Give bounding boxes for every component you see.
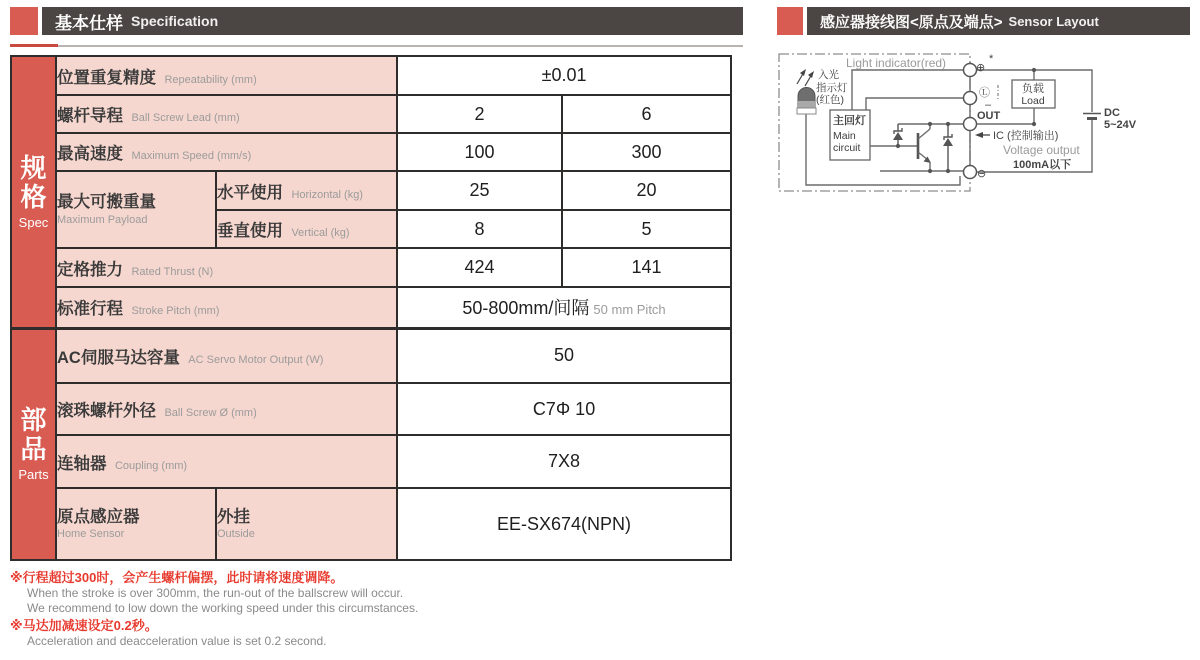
ic-arrow (975, 132, 990, 138)
table-row (11, 133, 731, 171)
label-zh: 原点感应器 (57, 507, 140, 526)
table-row (11, 435, 731, 488)
table-row (11, 287, 731, 328)
terminal-minus (964, 166, 977, 179)
voltage-output-label: Voltage output (1003, 143, 1080, 157)
label-zh: 外挂 (217, 507, 250, 526)
ic-label: IC (控制输出) (993, 130, 1059, 142)
label-en: Stroke Pitch (mm) (131, 305, 220, 318)
sensor-layout-section-header (777, 7, 1190, 35)
footnote-zh-1: ※行程超过300时，会产生螺杆偏摆，此时请将速度调降。 (10, 570, 344, 585)
dc-label-1: DC (1104, 107, 1120, 119)
label-en: Ball Screw Lead (mm) (131, 112, 240, 124)
value-lead-1: 2 (397, 95, 562, 133)
spec-header-title-en: Specification (131, 13, 219, 29)
section-parts-zh: 部品 (20, 405, 47, 465)
sensor-wiring-diagram (770, 46, 1200, 198)
divider-line (58, 45, 743, 47)
table-row (11, 328, 731, 383)
footnote-en-2: We recommend to low down the working speed under this circumstances. (27, 600, 419, 615)
label-en: Maximum Payload (57, 213, 148, 226)
row-thrust-label (56, 248, 397, 287)
value-repeatability: ±0.01 (397, 56, 731, 95)
section-parts-en: Parts (18, 467, 49, 483)
value-thrust-2: 141 (562, 248, 731, 287)
incident-label-2: 指示灯 (816, 82, 848, 94)
label-en: Maximum Speed (mm/s) (131, 150, 252, 162)
label-zh: 水平使用 (217, 183, 283, 202)
label-en: Outside (217, 528, 255, 541)
row-vertical-label (216, 210, 397, 248)
wire-plus (852, 70, 964, 110)
label-zh: 最高速度 (57, 145, 123, 163)
led-indicator (797, 69, 816, 114)
load-label-zh: 负载 (1022, 83, 1044, 95)
footnote-zh-2: ※马达加减速设定0.2秒。 (10, 617, 158, 633)
terminal-l-label: Ⓛ (979, 87, 990, 99)
label-zh: AC伺服马达容量 (57, 348, 180, 367)
terminal-l (964, 92, 977, 105)
value-screw: C7Φ 10 (397, 383, 731, 435)
terminal-plus-label: ⊕ (976, 62, 986, 74)
label-zh: 最大可搬重量 (57, 193, 156, 212)
label-en: Vertical (kg) (291, 227, 350, 239)
footnote-en-3: Acceleration and deacceleration value is set 0.2 second. (27, 633, 327, 648)
label-en: Rated Thrust (N) (131, 265, 214, 278)
current-limit-label: 100mA以下 (1013, 159, 1072, 171)
label-zh: 垂直使用 (217, 222, 283, 240)
terminal-l-minus: – (985, 99, 992, 111)
label-zh: 定格推力 (57, 260, 123, 279)
load-box (1012, 80, 1055, 108)
label-en: Home Sensor (57, 528, 125, 541)
red-accent-square (777, 7, 803, 35)
table-row (11, 383, 731, 435)
table-row (11, 56, 731, 95)
row-coupling-label (56, 435, 397, 488)
incident-label-3: (红色) (816, 94, 844, 106)
value-horizontal-1: 25 (397, 171, 562, 210)
battery-symbol (1083, 114, 1101, 119)
main-circuit-label-en1: Main (833, 130, 856, 142)
divider-accent (10, 44, 58, 47)
footnote-en-1: When the stroke is over 300mm, the run-out of the ballscrew will occur. (27, 586, 404, 601)
label-en: Coupling (mm) (114, 459, 188, 472)
label-zh: 滚珠螺杆外径 (57, 402, 156, 420)
main-circuit-box (830, 110, 870, 160)
section-spec-en: Spec (18, 214, 49, 230)
footnotes (10, 568, 650, 648)
row-repeatability-label (56, 56, 397, 95)
label-en: Horizontal (kg) (291, 188, 363, 201)
value-speed-1: 100 (397, 133, 562, 171)
terminal-minus-label: ⊖ (977, 168, 987, 180)
main-circuit-label-en2: circuit (833, 142, 861, 154)
value-vertical-2: 5 (562, 210, 731, 248)
dc-label-2: 5~24V (1104, 119, 1137, 131)
value-motor: 50 (397, 328, 731, 383)
row-stroke-label (56, 287, 397, 328)
row-speed-label (56, 133, 397, 171)
value-thrust-1: 424 (397, 248, 562, 287)
terminal-out-label: OUT (977, 110, 1001, 122)
terminal-plus (964, 64, 977, 77)
label-zh: 位置重复精度 (57, 68, 156, 87)
value-stroke-main: 50-800mm/间隔 (462, 298, 590, 319)
spec-header-title-zh: 基本仕样 (55, 13, 123, 33)
sensor-layout-title-en: Sensor Layout (1008, 13, 1099, 29)
incident-label-1: 入光 (818, 69, 839, 81)
wire-l (866, 98, 964, 110)
transistor (918, 124, 931, 171)
row-lead-label (56, 95, 397, 133)
spec-table (10, 55, 732, 561)
light-arrowhead (808, 71, 814, 78)
table-row (11, 488, 731, 560)
value-vertical-1: 8 (397, 210, 562, 248)
label-en: AC Servo Motor Output (W) (188, 353, 324, 366)
row-sensor-outside-label (216, 488, 397, 560)
row-sensor-label (56, 488, 216, 560)
terminal-out (964, 118, 977, 131)
section-header-parts (11, 328, 56, 560)
row-payload-label (56, 171, 216, 248)
table-row (11, 171, 731, 210)
table-row (11, 95, 731, 133)
zener-diode-right (943, 124, 953, 171)
spec-section-header (10, 7, 743, 35)
row-screw-label (56, 383, 397, 435)
row-motor-label (56, 328, 397, 383)
table-row (11, 248, 731, 287)
load-label-en: Load (1021, 95, 1045, 107)
label-zh: 标准行程 (57, 300, 123, 319)
value-sensor: EE-SX674(NPN) (397, 488, 731, 560)
section-header-spec (11, 56, 56, 328)
row-horizontal-label (216, 171, 397, 210)
label-zh: 螺杆导程 (57, 107, 123, 125)
light-arrowhead (800, 69, 806, 76)
value-stroke-sub: 50 mm Pitch (593, 302, 666, 318)
zener-diode-left (893, 124, 903, 146)
section-spec-zh: 规格 (20, 152, 47, 212)
value-speed-2: 300 (562, 133, 731, 171)
light-indicator-label: Light indicator(red) (846, 56, 947, 70)
label-en: Repeatability (mm) (164, 73, 257, 86)
value-lead-2: 6 (562, 95, 731, 133)
red-accent-square (10, 7, 38, 35)
value-horizontal-2: 20 (562, 171, 731, 210)
value-coupling: 7X8 (397, 435, 731, 488)
label-en: Ball Screw Ø (mm) (164, 407, 257, 419)
main-circuit-label-zh: 主回灯 (833, 115, 866, 127)
label-zh: 连轴器 (57, 454, 107, 473)
sensor-layout-header-bar (807, 7, 1190, 35)
spec-header-bar (42, 7, 743, 35)
terminal-plus-star: * (989, 53, 994, 65)
value-stroke (397, 287, 731, 328)
sensor-layout-title-zh: 感应器接线图<原点及端点> (820, 13, 1003, 31)
